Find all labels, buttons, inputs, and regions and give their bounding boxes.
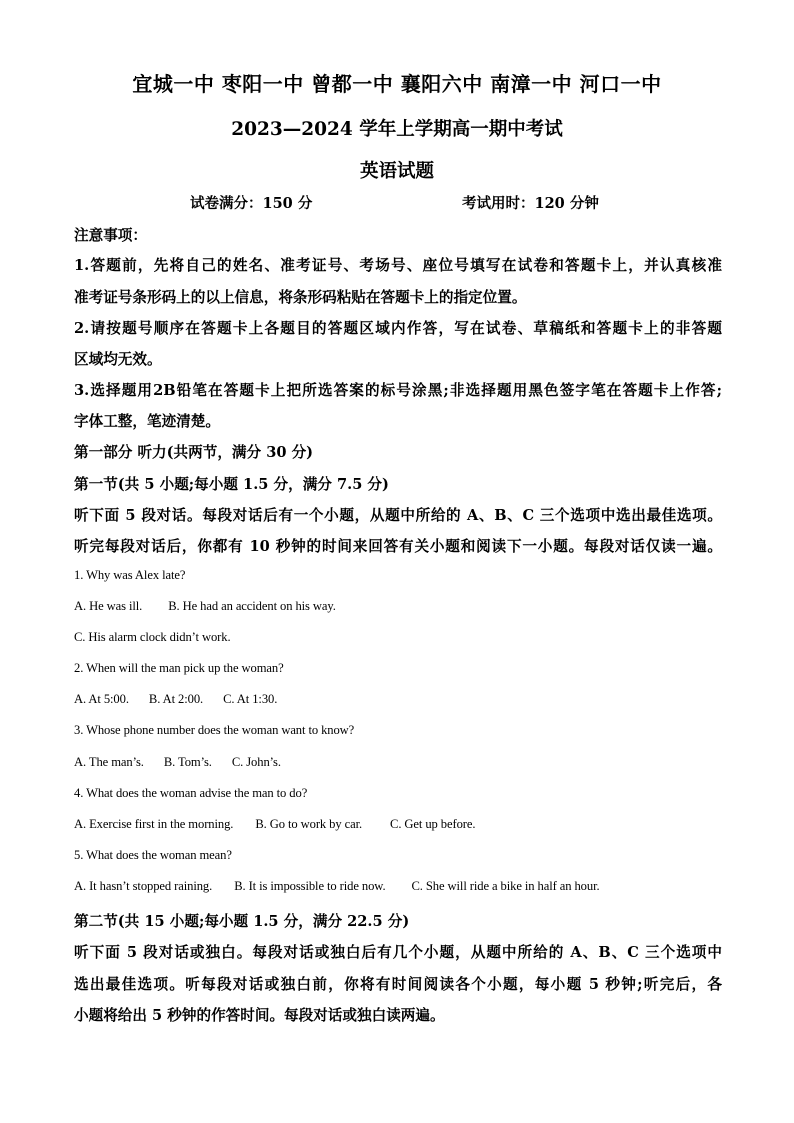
section-1-instruction-line-1: 听下面 5 段对话。每段对话后有一个小题，从题中所给的 A、B、C 三个选项中选出最佳选项。 bbox=[74, 507, 722, 524]
part-1-heading: 第一部分 听力(共两节，满分 30 分) bbox=[74, 444, 314, 461]
question-5-option-c: C. She will ride a bike in half an hour. bbox=[411, 879, 600, 893]
section-2-heading: 第二节(共 15 小题;每小题 1.5 分，满分 22.5 分) bbox=[74, 913, 410, 930]
question-1-option-a: A. He was ill. bbox=[74, 599, 143, 613]
question-2-option-c: C. At 1:30. bbox=[223, 692, 278, 706]
question-4-option-b: B. Go to work by car. bbox=[255, 817, 363, 831]
notice-heading: 注意事项： bbox=[74, 227, 147, 244]
question-2-stem: 2. When will the man pick up the woman? bbox=[74, 661, 284, 675]
section-2-instruction-line-2: 选出最佳选项。听每段对话或独白前，你将有时间阅读各个小题，每小题 5 秒钟;听完后，各 bbox=[74, 976, 722, 993]
question-5-options-row bbox=[74, 879, 600, 894]
question-2-option-a: A. At 5:00. bbox=[74, 692, 129, 706]
notice-item-3-line-1: 3.选择题用2B铅笔在答题卡上把所选答案的标号涂黑;非选择题用黑色签字笔在答题卡上作答; bbox=[74, 382, 722, 399]
notice-item-1-line-1: 1.答题前，先将自己的姓名、准考证号、考场号、座位号填写在试卷和答题卡上，并认真核准 bbox=[74, 257, 722, 274]
notice-item-2-line-2: 区域均无效。 bbox=[74, 351, 162, 368]
section-2-instruction-line-3: 小题将给出 5 秒钟的作答时间。每段对话或独白读两遍。 bbox=[74, 1007, 445, 1024]
question-1-stem: 1. Why was Alex late? bbox=[74, 568, 186, 582]
question-5-option-a: A. It hasn’t stopped raining. bbox=[74, 879, 213, 893]
question-1-options-row bbox=[74, 599, 336, 614]
question-3-stem: 3. Whose phone number does the woman want to know? bbox=[74, 723, 355, 737]
question-2-option-b: B. At 2:00. bbox=[148, 692, 204, 706]
notice-item-3-line-2: 字体工整，笔迹清楚。 bbox=[74, 413, 220, 430]
notice-item-1-line-2: 准考证号条形码上的以上信息，将条形码粘贴在答题卡上的指定位置。 bbox=[74, 289, 527, 306]
question-3-option-b: B. Tom’s. bbox=[163, 755, 212, 769]
subject-title: 英语试题 bbox=[359, 161, 434, 182]
question-4-option-a: A. Exercise first in the morning. bbox=[74, 817, 234, 831]
question-4-options-row bbox=[74, 817, 475, 832]
question-1-option-b: B. He had an accident on his way. bbox=[168, 599, 336, 613]
section-1-instruction-line-2: 听完每段对话后，你都有 10 秒钟的时间来回答有关小题和阅读下一小题。每段对话仅读一遍。 bbox=[74, 538, 722, 555]
question-3-option-a: A. The man’s. bbox=[74, 755, 144, 769]
school-list: 宜城一中 枣阳一中 曾都一中 襄阳六中 南漳一中 河口一中 bbox=[132, 72, 662, 96]
notice-item-2-line-1: 2.请按题号顺序在答题卡上各题目的答题区域内作答，写在试卷、草稿纸和答题卡上的非答题 bbox=[74, 320, 722, 337]
question-3-options-row bbox=[74, 755, 281, 770]
question-2-options-row bbox=[74, 692, 277, 707]
time-limit: 考试用时：120 分钟 bbox=[462, 195, 599, 212]
exam-title: 2023—2024 学年上学期高一期中考试 bbox=[231, 119, 563, 140]
section-2-instruction-line-1: 听下面 5 段对话或独白。每段对话或独白后有几个小题，从题中所给的 A、B、C 三个选项中 bbox=[74, 944, 722, 961]
question-5-stem: 5. What does the woman mean? bbox=[74, 848, 232, 862]
question-4-option-c: C. Get up before. bbox=[390, 817, 476, 831]
question-3-option-c: C. John’s. bbox=[231, 755, 281, 769]
question-1-option-c: C. His alarm clock didn’t work. bbox=[74, 630, 231, 644]
section-1-heading: 第一节(共 5 小题;每小题 1.5 分，满分 7.5 分) bbox=[74, 476, 389, 493]
question-5-option-b: B. It is impossible to ride now. bbox=[234, 879, 386, 893]
full-score: 试卷满分：150 分 bbox=[190, 195, 313, 212]
question-4-stem: 4. What does the woman advise the man to do? bbox=[74, 786, 308, 800]
